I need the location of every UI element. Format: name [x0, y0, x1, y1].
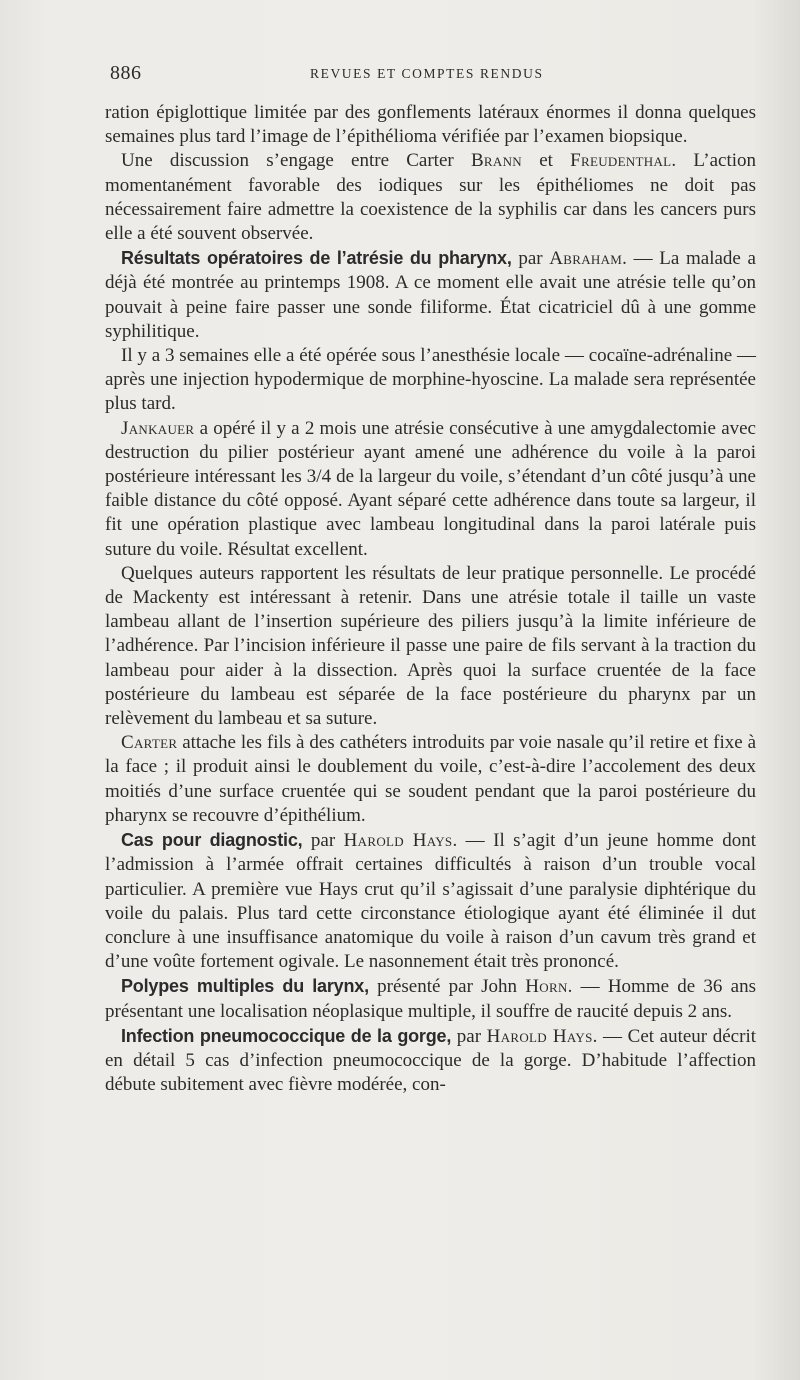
paragraph-continuation	[105, 101, 756, 149]
paragraph-text: . — Homme de 36 ans présentant une localisation néoplasique multiple, il souffre de raucité depuis 2 ans.	[105, 976, 756, 1022]
paragraph-section-diagnostic	[105, 828, 756, 974]
paragraph-text: présenté par John	[368, 976, 526, 998]
paragraph-text: a opéré il y a 2 mois une atrésie consécutive à une amygdalectomie avec destruction du pilier postérieur ayant amené une adhérence du voile à la paroi postérieure intéressant les 3/4 de la largeur du voile, s’étendant d’un côté jusqu’à une faible distance du côté opposé. Ayant séparé cette adhérence dans toute sa largeur, il fit une opération plastique avec lambeau longitudinal dans la paroi latérale puis suture du voile. Résultat excellent.	[105, 417, 756, 560]
section-heading: Cas pour diagnostic,	[121, 830, 303, 851]
paragraph-text: Une discussion s’engage entre Carter	[121, 150, 471, 172]
section-heading: Polypes multiples du larynx,	[121, 976, 369, 997]
author-name: Harold Hays	[486, 1025, 593, 1047]
paragraph-mackenty	[105, 562, 756, 731]
author-name: Freudenthal	[570, 150, 672, 172]
paragraph-operation	[105, 344, 756, 417]
paragraph-text: . — La malade a déjà été montrée au printemps 1908. A ce moment elle avait une atrésie telle qu’on pouvait à peine faire passer une sonde filiforme. État cicatriciel dû à une gomme syphilitique.	[105, 248, 756, 342]
paragraph-section-atresie	[105, 246, 756, 344]
paragraph-discussion	[105, 149, 756, 246]
paragraph-text: par	[511, 248, 550, 270]
author-name: Brann	[470, 150, 522, 172]
section-heading: Résultats opératoires de l’atrésie du pharynx,	[121, 248, 512, 269]
author-name: Horn	[525, 976, 568, 998]
section-heading: Infection pneumococcique de la gorge,	[121, 1025, 452, 1046]
paragraph-text: . — Il s’agit d’un jeune homme dont l’admission à l’armée offrait certaines difficultés à raison d’un trouble vocal particulier. A première vue Hays crut qu’il s’agissait d’une paralysie diphtérique du voile du palais. Plus tard cette circonstance étiologique ayant été éliminée il dut conclure à une insuffisance anatomique du voile à raison d’un cavum très grand et d’une voûte fortement ogivale. Le nasonnement était très prononcé.	[105, 830, 756, 973]
paragraph-text: et	[521, 150, 571, 172]
paragraph-section-polypes	[105, 974, 756, 1023]
paragraph-text: . — Cet auteur décrit en détail 5 cas d’infection pneumococcique de la gorge. D’habitude l’affection débute subitement avec fièvre modérée, con-	[105, 1025, 756, 1096]
paragraph-text: Quelques auteurs rapportent les résultats de leur pratique personnelle. Le procédé de Mackenty est intéressant à retenir. Dans une atrésie totale il taille un vaste lambeau allant de l’insertion supérieure des piliers jusqu’à la limite inférieure de l’adhérence. Par l’incision inférieure il passe une paire de fils servant à la traction du lambeau pour aider à la dissection. Après quoi la surface cruentée de la face postérieure du lambeau est séparée de la face postérieure du pharynx par un relèvement du lambeau et sa suture.	[105, 562, 756, 730]
paragraph-text: . L’action momentanément favorable des iodiques sur les épithéliomes ne doit pas nécessairement faire admettre la coexistence de la syphilis car dans les cancers purs elle a été souvent observée.	[105, 150, 756, 245]
author-name: Harold Hays	[343, 830, 453, 852]
paragraph-jankauer	[105, 417, 756, 562]
paragraph-section-infection	[105, 1024, 756, 1098]
article-body	[105, 101, 756, 1097]
page-header	[110, 62, 755, 86]
page-number: 886	[110, 62, 142, 84]
paragraph-carter	[105, 731, 756, 828]
running-head: REVUES ET COMPTES RENDUS	[310, 66, 544, 81]
paragraph-text: ration épiglottique limitée par des gonflements latéraux énormes il donna quelques semaines plus tard l’image de l’épithélioma vérifiée par l’examen biopsique.	[105, 102, 756, 148]
paragraph-text: Il y a 3 semaines elle a été opérée sous l’anesthésie locale — cocaïne-adrénaline — après une injection hypodermique de morphine-hyoscine. La malade sera représentée plus tard.	[105, 345, 756, 415]
paragraph-text: par	[302, 830, 344, 852]
paragraph-text: par	[451, 1025, 487, 1047]
author-name: Jankauer	[121, 417, 195, 439]
author-name: Carter	[121, 732, 178, 754]
paragraph-text: attache les fils à des cathéters introduits par voie nasale qu’il retire et fixe à la face ; il produit ainsi le doublement du voile, c’est-à-dire l’accolement des deux moitiés d’une surface cruentée qui se soudent pendant que la paroi postérieure du pharynx se recouvre d’épithélium.	[105, 732, 756, 826]
author-name: Abraham	[549, 248, 623, 270]
